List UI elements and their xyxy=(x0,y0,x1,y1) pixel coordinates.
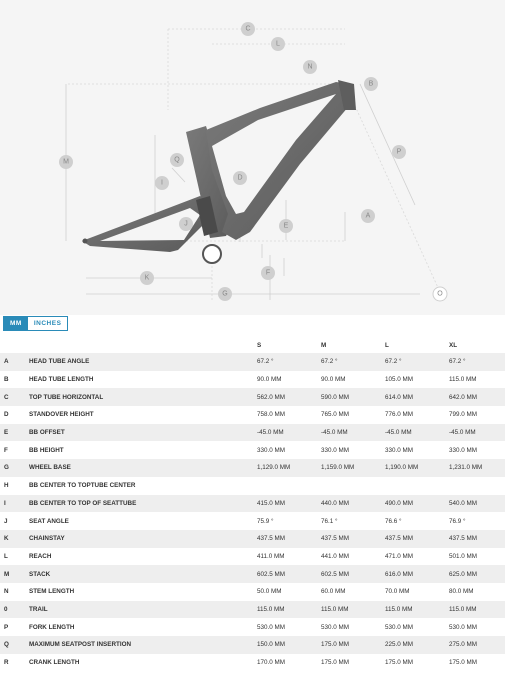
dim-label-j xyxy=(179,217,193,231)
row-label: BB OFFSET xyxy=(29,429,65,437)
unit-inches-button[interactable]: INCHES xyxy=(28,317,68,330)
svg-text:O: O xyxy=(437,290,443,298)
header-size-l: L xyxy=(385,341,389,349)
cell-size-s: 411.0 MM xyxy=(257,552,285,560)
table-row xyxy=(0,495,505,513)
cell-size-s: 562.0 MM xyxy=(257,393,285,401)
cell-size-l: 115.0 MM xyxy=(385,605,413,613)
row-label: STACK xyxy=(29,570,51,578)
row-code: N xyxy=(4,588,9,596)
row-code: B xyxy=(4,376,9,384)
row-code: H xyxy=(4,482,9,490)
table-row xyxy=(0,477,505,495)
cell-size-m: 90.0 MM xyxy=(321,376,346,384)
cell-size-m: 60.0 MM xyxy=(321,588,346,596)
table-row xyxy=(0,618,505,636)
svg-text:P: P xyxy=(396,148,402,156)
cell-size-s: 602.5 MM xyxy=(257,570,285,578)
dim-label-i xyxy=(155,176,169,190)
cell-size-xl: 330.0 MM xyxy=(449,446,477,454)
row-code: C xyxy=(4,393,9,401)
table-row xyxy=(0,583,505,601)
cell-size-s: 150.0 MM xyxy=(257,641,285,649)
header-label xyxy=(29,337,257,353)
cell-size-l: 105.0 MM xyxy=(385,376,413,384)
svg-text:A: A xyxy=(365,212,371,220)
cell-size-s: 530.0 MM xyxy=(257,623,285,631)
cell-size-xl: 67.2 ° xyxy=(449,358,466,366)
cell-size-xl: 501.0 MM xyxy=(449,552,477,560)
cell-size-xl: 540.0 MM xyxy=(449,499,477,507)
table-row xyxy=(0,424,505,442)
row-label: MAXIMUM SEATPOST INSERTION xyxy=(29,641,132,649)
cell-size-m: 530.0 MM xyxy=(321,623,349,631)
cell-size-m: 1,159.0 MM xyxy=(321,464,355,472)
cell-size-s: 90.0 MM xyxy=(257,376,282,384)
header-size-xl: XL xyxy=(449,341,458,349)
svg-text:N: N xyxy=(307,63,313,71)
svg-text:D: D xyxy=(237,174,243,182)
row-label: CRANK LENGTH xyxy=(29,659,80,667)
row-code: G xyxy=(4,464,9,472)
row-label: TOP TUBE HORIZONTAL xyxy=(29,393,104,401)
cell-size-xl: 530.0 MM xyxy=(449,623,477,631)
row-code: K xyxy=(4,535,9,543)
cell-size-xl: 799.0 MM xyxy=(449,411,477,419)
cell-size-m: 330.0 MM xyxy=(321,446,349,454)
cell-size-m: 765.0 MM xyxy=(321,411,349,419)
row-label: BB HEIGHT xyxy=(29,446,64,454)
svg-text:F: F xyxy=(265,269,271,277)
row-code: A xyxy=(4,358,9,366)
cell-size-s: 437.5 MM xyxy=(257,535,285,543)
cell-size-xl: 115.0 MM xyxy=(449,376,477,384)
table-row xyxy=(0,441,505,459)
cell-size-s: 1,129.0 MM xyxy=(257,464,291,472)
table-row xyxy=(0,388,505,406)
row-label: WHEEL BASE xyxy=(29,464,71,472)
row-code: Q xyxy=(4,641,9,649)
dim-label-d xyxy=(233,171,247,185)
row-code: M xyxy=(4,570,10,578)
cell-size-l: 330.0 MM xyxy=(385,446,413,454)
header-code xyxy=(0,337,29,353)
cell-size-l: 437.5 MM xyxy=(385,535,413,543)
cell-size-l: 616.0 MM xyxy=(385,570,413,578)
cell-size-l: 471.0 MM xyxy=(385,552,413,560)
svg-text:B: B xyxy=(368,80,374,88)
dim-label-f xyxy=(261,266,275,280)
cell-size-xl: 625.0 MM xyxy=(449,570,477,578)
table-row xyxy=(0,459,505,477)
svg-text:L: L xyxy=(276,40,280,48)
cell-size-s: 50.0 MM xyxy=(257,588,282,596)
row-code: P xyxy=(4,623,9,631)
dim-label-b xyxy=(364,77,378,91)
row-label: CHAINSTAY xyxy=(29,535,65,543)
row-label: STANDOVER HEIGHT xyxy=(29,411,94,419)
cell-size-m xyxy=(321,477,385,495)
cell-size-xl xyxy=(449,477,505,495)
cell-size-xl: 76.9 ° xyxy=(449,517,466,525)
cell-size-m: 440.0 MM xyxy=(321,499,349,507)
table-row xyxy=(0,406,505,424)
cell-size-s: 415.0 MM xyxy=(257,499,285,507)
unit-toggle xyxy=(3,316,68,331)
cell-size-l: 614.0 MM xyxy=(385,393,413,401)
cell-size-xl: 1,231.0 MM xyxy=(449,464,483,472)
cell-size-xl: -45.0 MM xyxy=(449,429,476,437)
row-label: HEAD TUBE LENGTH xyxy=(29,376,94,384)
cell-size-s: 170.0 MM xyxy=(257,659,285,667)
svg-text:E: E xyxy=(283,222,289,230)
cell-size-s: 330.0 MM xyxy=(257,446,285,454)
cell-size-xl: 437.5 MM xyxy=(449,535,477,543)
table-row xyxy=(0,530,505,548)
cell-size-m: 175.0 MM xyxy=(321,641,349,649)
row-label: BB CENTER TO TOP OF SEATTUBE xyxy=(29,499,137,507)
cell-size-l: 225.0 MM xyxy=(385,641,413,649)
cell-size-m: 115.0 MM xyxy=(321,605,349,613)
cell-size-m: 437.5 MM xyxy=(321,535,349,543)
row-code: 0 xyxy=(4,605,8,613)
svg-text:K: K xyxy=(144,274,150,282)
cell-size-m: 590.0 MM xyxy=(321,393,349,401)
table-header-row xyxy=(0,337,505,353)
dim-label-q xyxy=(170,153,184,167)
row-label: TRAIL xyxy=(29,605,48,613)
header-size-s: S xyxy=(257,341,262,349)
cell-size-s: 115.0 MM xyxy=(257,605,285,613)
cell-size-m: 441.0 MM xyxy=(321,552,349,560)
table-row xyxy=(0,371,505,389)
cell-size-l: 76.6 ° xyxy=(385,517,402,525)
dim-label-k xyxy=(140,271,154,285)
row-code: I xyxy=(4,499,6,507)
dim-label-p xyxy=(392,145,406,159)
svg-text:M: M xyxy=(63,158,69,166)
table-row xyxy=(0,636,505,654)
cell-size-m: 602.5 MM xyxy=(321,570,349,578)
cell-size-l: 1,190.0 MM xyxy=(385,464,419,472)
cell-size-xl: 80.0 MM xyxy=(449,588,474,596)
svg-text:G: G xyxy=(222,290,228,298)
dim-label-c xyxy=(241,22,255,36)
row-code: R xyxy=(4,659,9,667)
row-code: F xyxy=(4,446,8,454)
cell-size-m: -45.0 MM xyxy=(321,429,348,437)
cell-size-m: 67.2 ° xyxy=(321,358,338,366)
cell-size-l: 776.0 MM xyxy=(385,411,413,419)
row-label: BB CENTER TO TOPTUBE CENTER xyxy=(29,482,136,490)
cell-size-l: 175.0 MM xyxy=(385,659,413,667)
cell-size-l: 490.0 MM xyxy=(385,499,413,507)
unit-mm-button[interactable]: MM xyxy=(4,317,28,330)
cell-size-l xyxy=(385,477,449,495)
table-row xyxy=(0,565,505,583)
cell-size-l: 70.0 MM xyxy=(385,588,410,596)
cell-size-m: 76.1 ° xyxy=(321,517,338,525)
row-code: J xyxy=(4,517,8,525)
row-code: E xyxy=(4,429,9,437)
cell-size-l: -45.0 MM xyxy=(385,429,412,437)
bike-frame-illustration xyxy=(0,0,505,315)
row-label: REACH xyxy=(29,552,52,560)
dim-label-m xyxy=(59,155,73,169)
geometry-diagram xyxy=(0,0,505,315)
row-label: FORK LENGTH xyxy=(29,623,75,631)
svg-text:Q: Q xyxy=(174,156,180,164)
dim-label-a xyxy=(361,209,375,223)
dim-label-e xyxy=(279,219,293,233)
cell-size-s: 75.9 ° xyxy=(257,517,274,525)
cell-size-s: 67.2 ° xyxy=(257,358,274,366)
header-size-m: M xyxy=(321,341,327,349)
cell-size-l: 67.2 ° xyxy=(385,358,402,366)
svg-text:C: C xyxy=(245,25,251,33)
row-label: SEAT ANGLE xyxy=(29,517,69,525)
dim-label-n xyxy=(303,60,317,74)
cell-size-xl: 175.0 MM xyxy=(449,659,477,667)
dim-label-g xyxy=(218,287,232,301)
dim-label-o xyxy=(433,287,447,301)
svg-text:I: I xyxy=(161,179,163,187)
table-row xyxy=(0,654,505,672)
dim-label-l xyxy=(271,37,285,51)
table-row xyxy=(0,512,505,530)
cell-size-s xyxy=(257,477,321,495)
table-row xyxy=(0,353,505,371)
cell-size-l: 530.0 MM xyxy=(385,623,413,631)
cell-size-s: -45.0 MM xyxy=(257,429,284,437)
table-body xyxy=(0,353,505,671)
cell-size-xl: 275.0 MM xyxy=(449,641,477,649)
svg-text:J: J xyxy=(184,220,188,228)
cell-size-m: 175.0 MM xyxy=(321,659,349,667)
geometry-table xyxy=(0,337,505,671)
table-row xyxy=(0,548,505,566)
row-label: HEAD TUBE ANGLE xyxy=(29,358,90,366)
cell-size-s: 758.0 MM xyxy=(257,411,285,419)
row-label: STEM LENGTH xyxy=(29,588,75,596)
table-row xyxy=(0,601,505,619)
row-code: L xyxy=(4,552,8,560)
frame-shape xyxy=(82,80,356,263)
cell-size-xl: 115.0 MM xyxy=(449,605,477,613)
row-code: D xyxy=(4,411,9,419)
cell-size-xl: 642.0 MM xyxy=(449,393,477,401)
